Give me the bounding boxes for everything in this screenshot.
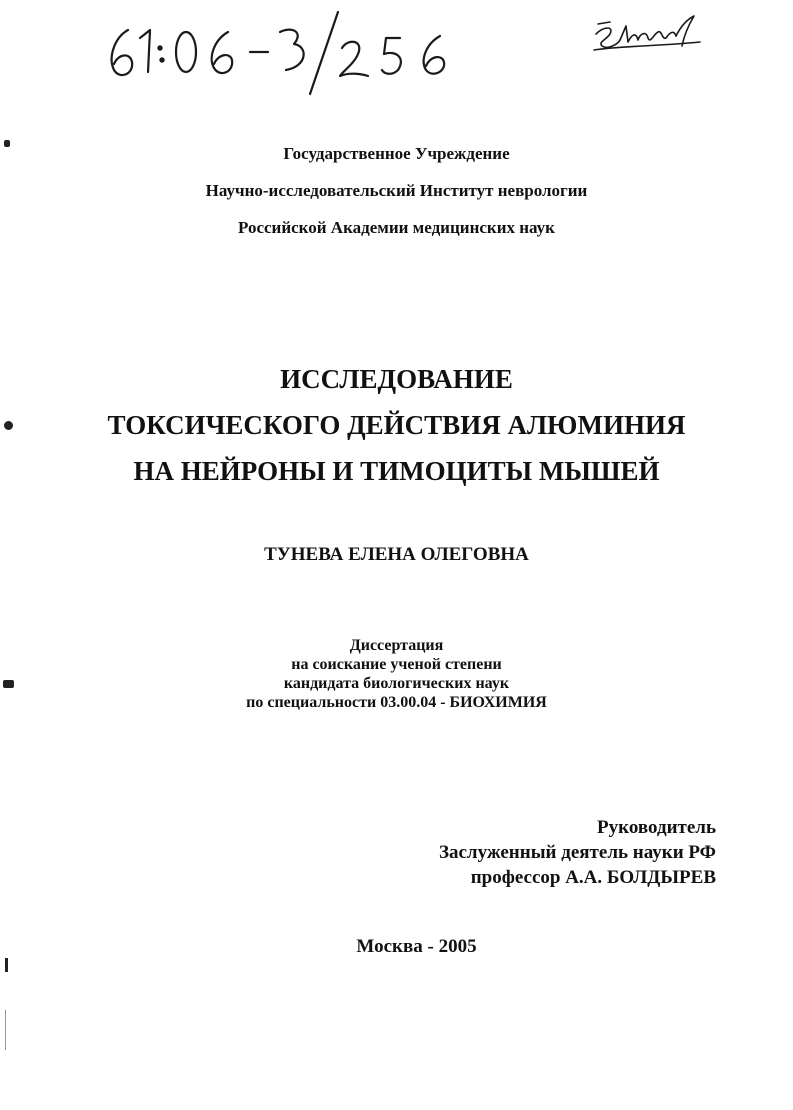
- scan-mark: [5, 1010, 6, 1050]
- place-and-year: Москва - 2005: [356, 936, 477, 957]
- scan-mark: [5, 958, 8, 972]
- institution-block: [0, 142, 793, 253]
- signature: [590, 12, 705, 57]
- author-name: ТУНЕВА ЕЛЕНА ОЛЕГОВНА: [264, 544, 529, 565]
- title-line-2: ТОКСИЧЕСКОГО ДЕЙСТВИЯ АЛЮМИНИЯ: [107, 410, 686, 440]
- institution-line-3: Российской Академии медицинских наук: [238, 218, 555, 237]
- supervisor-line-1: Руководитель: [597, 817, 716, 838]
- degree-line-4: по специальности 03.00.04 - БИОХИМИЯ: [246, 694, 547, 711]
- supervisor-block: [439, 815, 716, 890]
- institution-line-2: Научно-исследовательский Институт неврологии: [205, 181, 588, 200]
- supervisor-line-2: Заслуженный деятель науки РФ: [438, 842, 716, 863]
- degree-line-1: Диссертация: [349, 637, 444, 654]
- degree-line-2: на соискание ученой степени: [291, 656, 502, 673]
- institution-line-1: Государственное Учреждение: [283, 144, 510, 163]
- handwritten-archive-number: [100, 8, 460, 98]
- title-line-1: ИССЛЕДОВАНИЕ: [280, 364, 513, 394]
- degree-line-3: кандидата биологических наук: [283, 675, 510, 692]
- title-line-3: НА НЕЙРОНЫ И ТИМОЦИТЫ МЫШЕЙ: [133, 456, 660, 486]
- dissertation-title: [0, 356, 793, 494]
- supervisor-line-3: профессор А.А. БОЛДЫРЕВ: [470, 867, 716, 888]
- degree-block: [0, 636, 793, 712]
